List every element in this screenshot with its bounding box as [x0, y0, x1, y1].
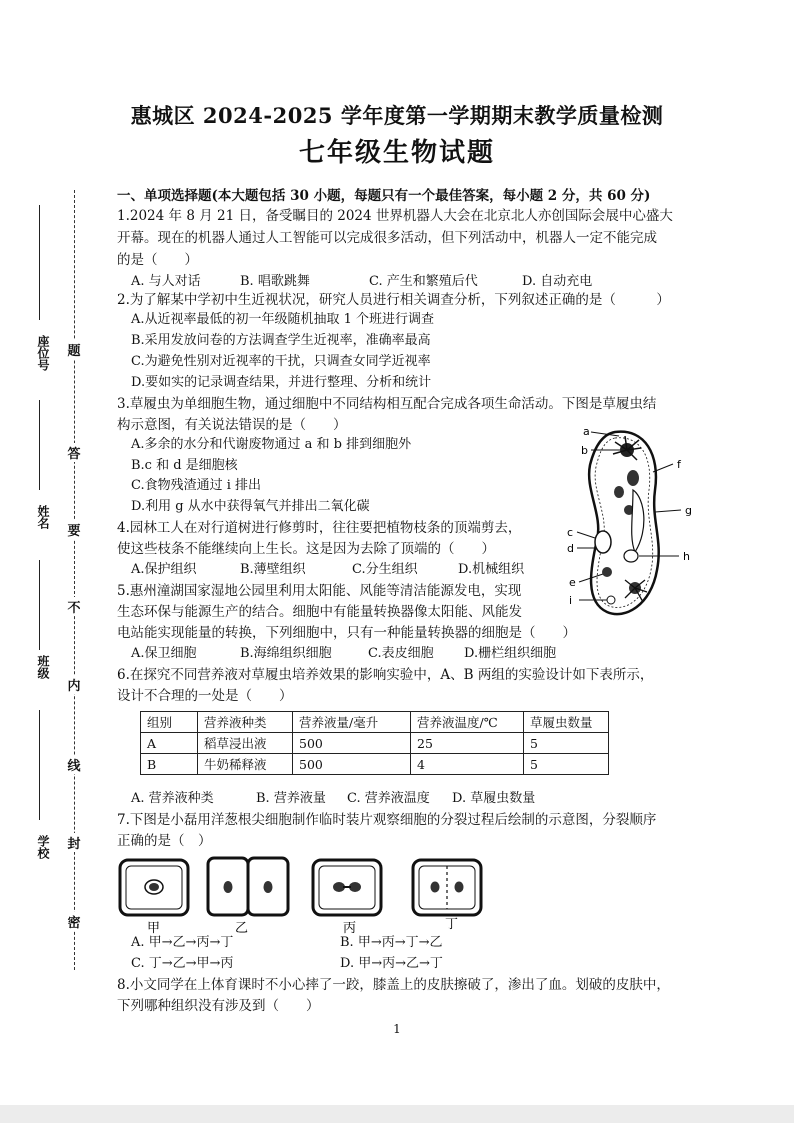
q4-option-a: A.保护组织 — [131, 562, 197, 577]
exam-subtitle: 七年级生物试题 — [298, 138, 495, 168]
q1-option-d: D. 自动充电 — [522, 274, 593, 289]
name-label: 姓名 — [36, 505, 50, 529]
q6-option-a: A. 营养液种类 — [131, 791, 214, 806]
label-b: b — [581, 444, 588, 457]
label-a: a — [583, 425, 590, 438]
cell-label-jia: 甲 — [147, 921, 161, 935]
q6-table — [140, 711, 609, 775]
school-label: 学校 — [36, 835, 50, 859]
seal-char: 线 — [62, 755, 86, 774]
q5-option-d: D.栅栏组织细胞 — [464, 646, 557, 661]
q6-option-d: D. 草履虫数量 — [452, 791, 536, 806]
table-cell: 25 — [411, 733, 524, 754]
q6-option-c: C. 营养液温度 — [347, 791, 430, 806]
q5-option-b: B.海绵组织细胞 — [240, 646, 332, 661]
table-cell: 500 — [293, 754, 411, 775]
q7-option-a: A. 甲→乙→丙→丁 — [131, 935, 234, 950]
class-field-line — [39, 560, 40, 650]
table-header-cell: 营养液温度/℃ — [411, 712, 524, 733]
q4-option-b: B.薄壁组织 — [240, 562, 306, 577]
q4-stem-line: 4.园林工人在对行道树进行修剪时，往往要把植物枝条的顶端剪去， — [117, 520, 522, 536]
table-cell: 500 — [293, 733, 411, 754]
table-header-cell: 营养液量/毫升 — [293, 712, 411, 733]
q2-option-b: B.采用发放问卷的方法调查学生近视率，准确率最高 — [131, 333, 431, 348]
cell-label-yi: 乙 — [235, 921, 249, 935]
table-cell: 牛奶稀释液 — [198, 754, 293, 775]
q5-stem-line: 生态环保与能源生产的结合。细胞中有能量转换器像太阳能、风能发 — [117, 604, 522, 620]
table-header-cell: 草履虫数量 — [524, 712, 609, 733]
q3-option-c: C.食物残渣通过 i 排出 — [131, 478, 262, 493]
q3-option-a: A.多余的水分和代谢废物通过 a 和 b 排到细胞外 — [131, 437, 412, 452]
seal-char: 不 — [62, 597, 86, 616]
q2-stem-line: 2.为了解某中学初中生近视状况，研究人员进行相关调查分析，下列叙述正确的是（ ） — [117, 292, 670, 308]
label-c: c — [567, 526, 574, 539]
q5-option-c: C.表皮细胞 — [368, 646, 434, 661]
seal-char: 封 — [62, 833, 86, 852]
q1-option-c: C. 产生和繁殖后代 — [369, 274, 478, 289]
q7-option-c: C. 丁→乙→甲→丙 — [131, 956, 234, 971]
label-g: g — [685, 504, 692, 517]
q1-stem-line: 1.2024 年 8 月 21 日，备受瞩目的 2024 世界机器人大会在北京北人亦创国际会展中心盛大 — [117, 208, 673, 224]
table-header-row — [141, 712, 609, 733]
cell-label-bing: 丙 — [343, 921, 357, 935]
q7-option-d: D. 甲→丙→乙→丁 — [340, 956, 443, 971]
class-label: 班级 — [36, 655, 50, 679]
seal-char: 密 — [62, 912, 86, 931]
q7-stem-line: 正确的是（ ） — [117, 833, 212, 849]
table-header-cell: 营养液种类 — [198, 712, 293, 733]
label-h: h — [683, 550, 690, 563]
table-cell: A — [141, 733, 198, 754]
q3-stem-line: 构示意图，有关说法错误的是（ ） — [117, 417, 347, 433]
seal-char: 答 — [62, 443, 86, 462]
q6-stem-line: 6.在探究不同营养液对草履虫培养效果的影响实验中，A、B 两组的实验设计如下表所示， — [117, 667, 654, 683]
table-cell: 稻草浸出液 — [198, 733, 293, 754]
q2-option-a: A.从近视率最低的初一年级随机抽取 1 个班进行调查 — [131, 312, 435, 327]
q1-stem-line: 开幕。现在的机器人通过人工智能可以完成很多活动，但下列活动中，机器人一定不能完成 — [117, 230, 657, 246]
q2-option-c: C.为避免性别对近视率的干扰，只调查女同学近视率 — [131, 354, 431, 369]
q5-option-a: A.保卫细胞 — [131, 646, 197, 661]
seal-char: 内 — [62, 675, 86, 694]
table-row — [141, 754, 609, 775]
q4-option-d: D.机械组织 — [458, 562, 525, 577]
q8-stem-line: 8.小文同学在上体育课时不小心摔了一跤，膝盖上的皮肤擦破了，渗出了血。划破的皮肤中， — [117, 977, 670, 993]
label-e: e — [569, 576, 576, 589]
cell-label-ding: 丁 — [445, 917, 459, 932]
label-f: f — [677, 458, 681, 471]
q2-option-d: D.要如实的记录调查结果，并进行整理、分析和统计 — [131, 375, 432, 390]
table-header-cell: 组别 — [141, 712, 198, 733]
seal-char: 题 — [62, 340, 86, 359]
seal-char: 要 — [62, 520, 86, 539]
seat-field-line — [39, 205, 40, 320]
q4-option-c: C.分生组织 — [352, 562, 418, 577]
q3-option-d: D.利用 g 从水中获得氧气并排出二氧化碳 — [131, 499, 370, 514]
q8-stem-line: 下列哪种组织没有涉及到（ ） — [117, 998, 320, 1014]
q4-stem-line: 使这些枝条不能继续向上生长。这是因为去除了顶端的（ ） — [117, 541, 495, 557]
label-i: i — [569, 594, 573, 607]
q3-option-b: B.c 和 d 是细胞核 — [131, 458, 238, 473]
q6-stem-line: 设计不合理的一处是（ ） — [117, 688, 293, 704]
exam-title: 惠城区 2024-2025 学年度第一学期期末教学质量检测 — [130, 103, 664, 128]
table-cell: 5 — [524, 733, 609, 754]
paramecium-diagram — [545, 420, 705, 630]
page-number: 1 — [393, 1022, 401, 1036]
q1-stem-line: 的是（ ） — [117, 252, 198, 268]
seat-number-label: 座位号 — [36, 335, 50, 371]
label-d: d — [567, 542, 574, 555]
school-field-line — [39, 710, 40, 820]
q5-stem-line: 电站能实现能量的转换，下列细胞中，只有一种能量转换器的细胞是（ ） — [117, 625, 576, 641]
section-heading: 一、单项选择题(本大题包括 30 小题，每题只有一个最佳答案，每小题 2 分，共 60 分) — [117, 188, 651, 204]
name-field-line — [39, 400, 40, 490]
bottom-scroll-bar — [0, 1105, 794, 1123]
q5-stem-line: 5.惠州潼湖国家湿地公园里利用太阳能、风能等清洁能源发电，实现 — [117, 583, 522, 599]
q7-stem-line: 7.下图是小磊用洋葱根尖细胞制作临时装片观察细胞的分裂过程后绘制的示意图，分裂顺序 — [117, 812, 657, 828]
q6-option-b: B. 营养液量 — [256, 791, 326, 806]
table-cell: B — [141, 754, 198, 775]
binding-dashed-line — [74, 190, 75, 970]
q3-stem-line: 3.草履虫为单细胞生物，通过细胞中不同结构相互配合完成各项生命活动。下图是草履虫结 — [117, 396, 657, 412]
q1-option-a: A. 与人对话 — [131, 274, 201, 289]
table-row — [141, 733, 609, 754]
cell-division-diagram — [115, 850, 495, 935]
table-cell: 5 — [524, 754, 609, 775]
table-cell: 4 — [411, 754, 524, 775]
q7-option-b: B. 甲→丙→丁→乙 — [340, 935, 443, 950]
q1-option-b: B. 唱歌跳舞 — [240, 274, 310, 289]
